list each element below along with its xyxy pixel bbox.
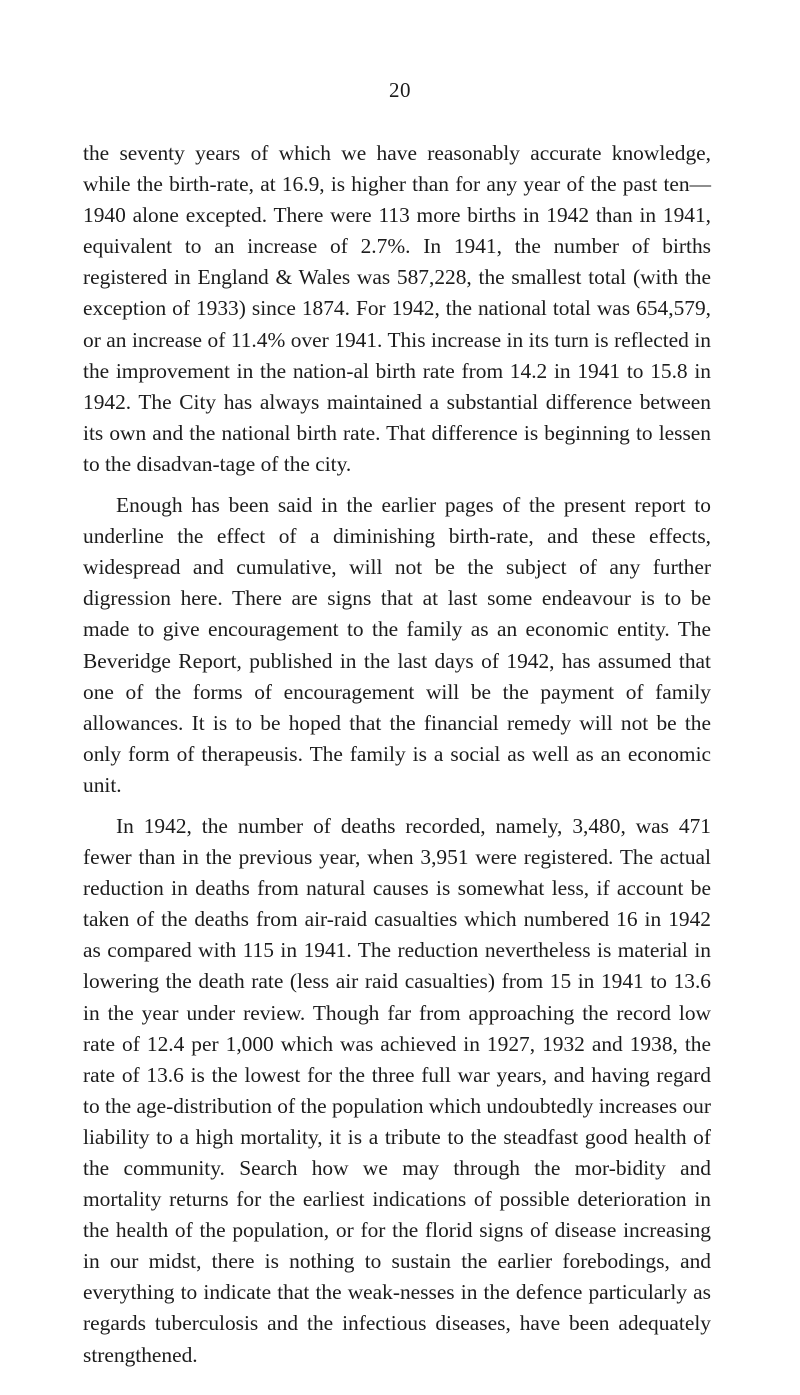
paragraph-death-rate: In 1942, the number of deaths recorded, namely, 3,480, was 471 fewer than in the previous year, when 3,951 were registered. The actual reduction in deaths from natural causes is somewhat less, if account be taken of the deaths from air-raid casualties which numbered 16 in 1942 as compared with 115 in 1941. The reduction nevertheless is material in lowering the death rate (less air raid casualties) from 15 in 1941 to 13.6 in the year under review. Though far from approaching the record low rate of 12.4 per 1,000 which was achieved in 1927, 1932 and 1938, the rate of 13.6 is the lowest for the three full war years, and having regard to the age-distribution of the population which undoubtedly increases our liability to a high mortality, it is a tribute to the steadfast good health of the community. Search how we may through the mor-bidity and mortality returns for the earliest indications of possible deterioration in the health of the population, or for the florid signs of disease increasing in our midst, there is nothing to sustain the earlier forebodings, and everything to indicate that the weak-nesses in the defence particularly as regards tuberculosis and the infectious diseases, have been adequately strengthened. xyxy=(83,813,711,1367)
paragraph-birth-rate: the seventy years of which we have reasonably accurate knowledge, while the birth-rate, at 16.9, is higher than for any year of the past ten—1940 alone excepted. There were 113 more births in 1942 than in 1941, equivalent to an increase of 2.7%. In 1941, the number of births registered in England & Wales was 587,228, the smallest total (with the exception of 1933) since 1874. For 1942, the national total was 654,579, or an increase of 11.4% over 1941. This increase in its turn is reflected in the improvement in the nation-al birth rate from 14.2 in 1941 to 15.8 in 1942. The City has always maintained a substantial difference between its own and the national birth rate. That difference is beginning to lessen to the disadvan-tage of the city. xyxy=(83,141,711,476)
body-text xyxy=(83,138,711,1371)
paragraph-family-allowances: Enough has been said in the earlier pages of the present report to underline the effect of a diminishing birth-rate, and these effects, widespread and cumulative, will not be the subject of any further digression here. There are signs that at last some endeavour is to be made to give encouragement to the family as an economic entity. The Beveridge Report, published in the last days of 1942, has assumed that one of the forms of encouragement will be the payment of family allowances. It is to be hoped that the financial remedy will not be the only form of therapeusis. The family is a social as well as an economic unit. xyxy=(83,493,711,797)
page-number: 20 xyxy=(389,78,411,102)
